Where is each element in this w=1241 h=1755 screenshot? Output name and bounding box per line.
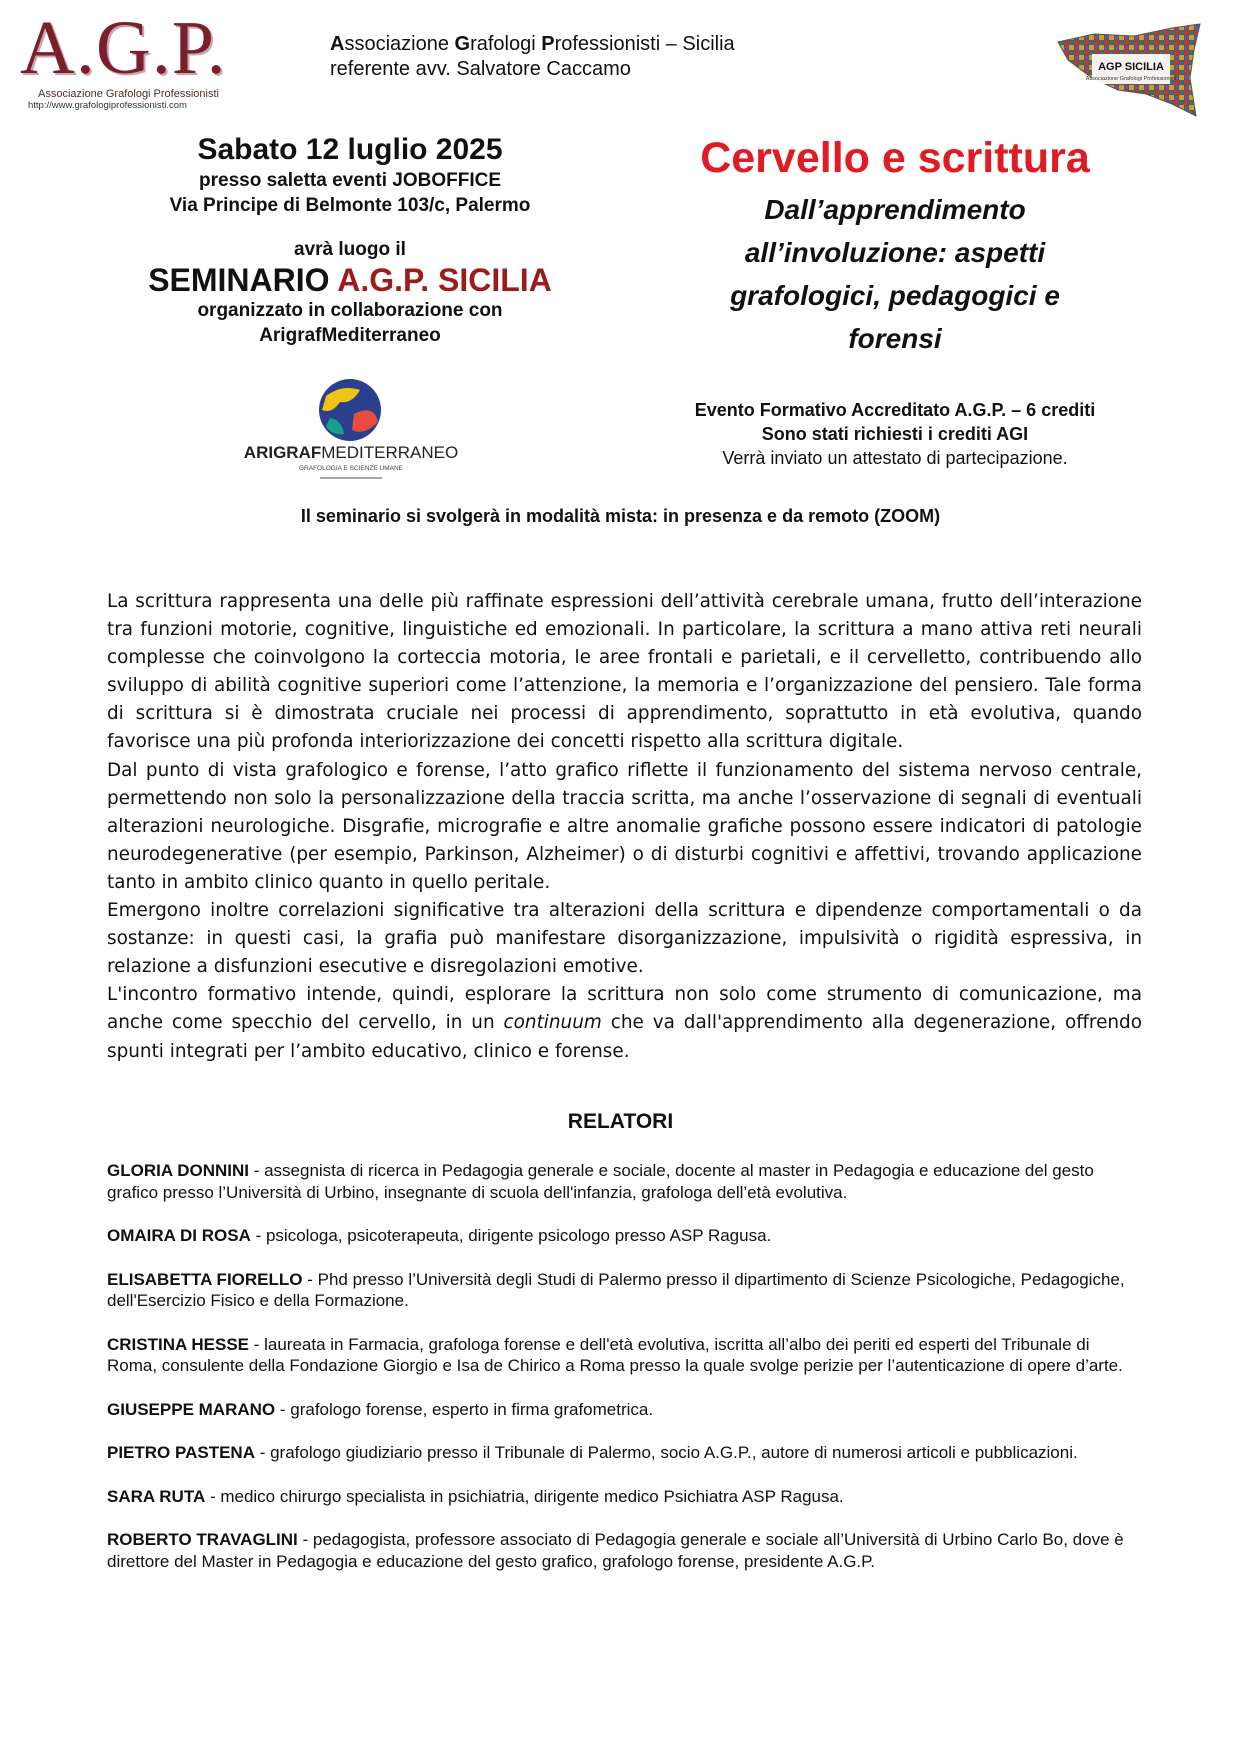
collaboration-line: organizzato in collaborazione con [197, 300, 503, 321]
event-date: Sabato 12 luglio 2025 [197, 133, 503, 166]
collaboration-partner: ArigrafMediterraneo [259, 325, 441, 346]
event-info [120, 132, 580, 348]
seminar-subtitle: Dall’apprendimento all’involuzione: aspetti grafologici, pedagogici e forensi [730, 194, 1060, 354]
speaker-item: ROBERTO TRAVAGLINI - pedagogista, professore associato di Pedagogia generale e sociale all’Università di Urbino Carlo Bo, dove è direttore del Master in Pedagogia e educazione del gesto grafico, grafologo forense, presidente A.G.P. [107, 1530, 1124, 1571]
agp-logo-subtitle: Associazione Grafologi Professionisti [38, 88, 219, 100]
seminar-description [107, 588, 1142, 1066]
agp-logo-letters: A.G.P. [20, 6, 227, 90]
description-paragraph: Dal punto di vista grafologico e forense, l’atto grafico riflette il funzionamento del sistema nervoso centrale, permettendo non solo la personalizzazione della traccia scritta, ma anche l’osservazione di segnali di eventuali alterazioni neurologiche. Disgrafie, micrografie e altre anomalie grafiche possono essere indicatori di patologie neurodegenerative (per esempio, Parkinson, Alzheimer) o di disturbi cognitivi e affettivi, trovando applicazione tanto in ambito clinico quanto in quello peritale. [107, 759, 1142, 893]
sicily-logo-title: AGP SICILIA [1098, 61, 1164, 73]
sicily-map-icon [1054, 20, 1204, 125]
event-address: Via Principe di Belmonte 103/c, Palermo [169, 195, 531, 216]
credits-certificate: Verrà inviato un attestato di partecipazione. [722, 448, 1068, 468]
agp-logo-url: http://www.grafologiprofessionisti.com [28, 100, 187, 111]
description-paragraph: La scrittura rappresenta una delle più raffinate espressioni dell’attività cerebrale umana, frutto dell’interazione tra funzioni motorie, cognitive, linguistiche ed emozionali. In particolare, la scrittura a mano attiva reti neurali complesse che coinvolgono la corteccia motoria, le aree frontali e parietali, e il cervelletto, contribuendo allo sviluppo di abilità cognitive superiori come l’attenzione, la memoria e l’organizzazione del pensiero. Tale forma di scrittura si è dimostrata cruciale nei processi di apprendimento, soprattutto in età evolutiva, quando favorisce una più profonda interiorizzazione dei concetti rispetto alla scrittura digitale. [107, 591, 1142, 753]
description-paragraph: L'incontro formativo intende, quindi, esplorare la scrittura non solo come strumento di comunicazione, ma anche come specchio del cervello, in un continuum che va dall'apprendimento alla degenerazione, offrendo spunti integrati per l’ambito educativo, clinico e forense. [107, 984, 1142, 1062]
speakers-list [107, 1160, 1142, 1594]
globe-icon [243, 374, 459, 486]
speaker-item: CRISTINA HESSE - laureata in Farmacia, grafologa forense e dell'età evolutiva, iscritta all’albo dei periti ed esperti del Tribunale di Roma, consulente della Fondazione Giorgio e Isa de Chirico a Roma presso la quale svolge perizie per l’autenticazione di opere d’arte. [107, 1334, 1123, 1375]
arigraf-tagline: GRAFOLOGIA E SCIENZE UMANE [298, 465, 404, 472]
speaker-item: GLORIA DONNINI - assegnista di ricerca in Pedagogia generale e sociale, docente al master in Pedagogia e educazione del gesto grafico presso l’Università di Urbino, insegnante di scuola dell'infanzia, grafologa dell’età evolutiva. [107, 1161, 1094, 1202]
speaker-item: OMAIRA DI ROSA - psicologa, psicoterapeuta, dirigente psicologo presso ASP Ragusa. [107, 1226, 772, 1245]
speaker-item: ELISABETTA FIORELLO - Phd presso l’Università degli Studi di Palermo presso il dipartimento di Scienze Psicologiche, Pedagogiche, dell'Esercizio Fisico e della Formazione. [107, 1269, 1125, 1310]
credits-agi: Sono stati richiesti i crediti AGI [761, 424, 1029, 444]
association-referent: referente avv. Salvatore Caccamo [330, 58, 631, 80]
credits-info [660, 398, 1130, 470]
association-name: Associazione Grafologi Professionisti – Sicilia [330, 33, 735, 55]
description-paragraph: Emergono inoltre correlazioni significative tra alterazioni della scrittura e dipendenze comportamentali o da sostanze: in questi casi, la grafia può manifestare disorganizzazione, impulsività o rigidità espressiva, in relazione a disfunzioni esecutive e disregolazioni emotive. [107, 900, 1142, 978]
speaker-item: GIUSEPPE MARANO - grafologo forense, esperto in firma grafometrica. [107, 1399, 654, 1419]
agp-logo [20, 6, 250, 115]
svg-text:ARIGRAFMEDITERRANEO [244, 443, 458, 462]
speakers-heading: RELATORI [567, 1110, 674, 1133]
sicily-logo-sub: Associazione Grafologi Professionisti [1085, 76, 1177, 82]
speaker-item: PIETRO PASTENA - grafologo giudiziario presso il Tribunale di Palermo, socio A.G.P., autore di numerosi articoli e pubblicazioni. [107, 1443, 1078, 1462]
seminar-title: SEMINARIO A.G.P. SICILIA [148, 262, 552, 298]
credits-accredited: Evento Formativo Accreditato A.G.P. – 6 crediti [694, 400, 1096, 420]
attendance-mode: Il seminario si svolgerà in modalità mista: in presenza e da remoto (ZOOM) [300, 506, 941, 526]
event-intro: avrà luogo il [294, 239, 406, 260]
seminar-main-title: Cervello e scrittura [700, 134, 1090, 182]
agp-sicilia-logo [1054, 20, 1204, 125]
arigraf-name-light: MEDITERRANEO [321, 443, 459, 462]
speaker-item: SARA RUTA - medico chirurgo specialista in psichiatria, dirigente medico Psichiatra ASP Ragusa. [107, 1486, 844, 1506]
association-header [330, 32, 735, 82]
arigraf-name-bold: ARIGRAF [243, 443, 322, 462]
event-venue: presso saletta eventi JOBOFFICE [199, 170, 501, 191]
arigraf-logo [243, 374, 459, 486]
